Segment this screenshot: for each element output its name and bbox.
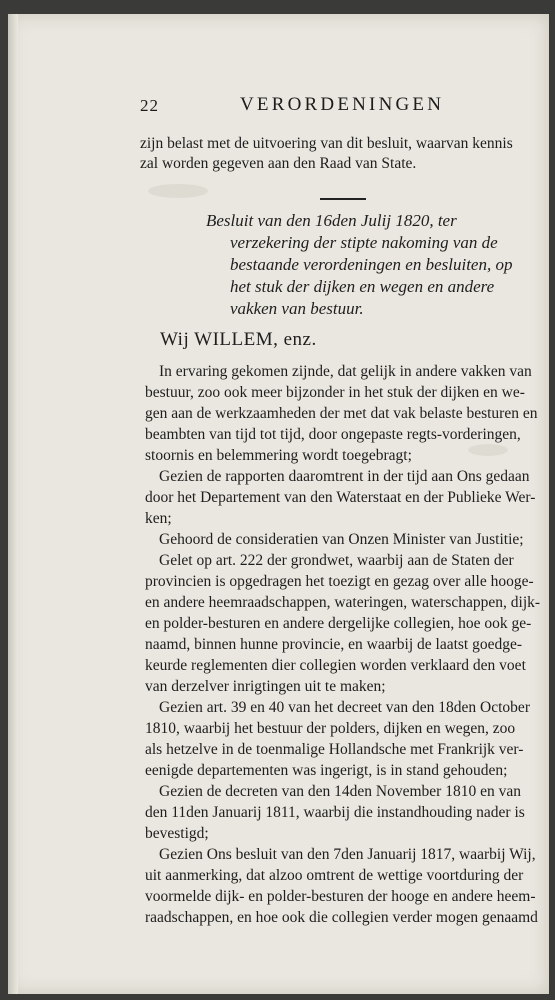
text-line: Gelet op art. 222 der grondwet, waarbij aan de Staten der (159, 552, 514, 569)
running-title: VERORDENINGEN (240, 94, 445, 115)
text-line: als hetzelve in de toenmalige Hollandsche met Frankrijk ver- (145, 741, 524, 758)
text-line: bevestigd; (145, 825, 209, 842)
text-line: Gehoord de consideratien van Onzen Minister van Justitie; (159, 531, 524, 548)
text-line: Gezien de rapporten daaromtrent in der tijd aan Ons gedaan (159, 468, 530, 485)
text-line: en polder-besturen en andere dergelijke collegien, hoe ook ge- (145, 615, 532, 632)
text-line: 1810, waarbij het bestuur der polders, dijken en wegen, zoo (145, 720, 516, 737)
text-line: zijn belast met de uitvoering van dit besluit, waarvan kennis (140, 135, 513, 152)
page-header (140, 96, 550, 122)
text-line: den 11den Januarij 1811, waarbij die instandhouding nader is (145, 804, 525, 821)
text-line: en andere heemraadschappen, wateringen, waterschappen, dijk- (145, 594, 541, 611)
page-spine-shadow (8, 14, 18, 994)
text-line: ken; (145, 510, 172, 527)
text-line: door het Departement van den Waterstaat en der Publieke Wer- (145, 489, 536, 506)
text-line: voormelde dijk- en polder-besturen der hooge en andere heem- (145, 888, 536, 905)
paper-stain (148, 184, 208, 198)
document-page (8, 14, 549, 994)
text-line: gen aan de werkzaamheden der met dat vak belaste besturen en (145, 405, 538, 422)
title-line: vakken van bestuur. (230, 299, 364, 318)
text-line: bestuur, zoo ook meer bijzonder in het stuk der dijken en we- (145, 384, 525, 401)
text-line: Gezien Ons besluit van den 7den Januarij 1817, waarbij Wij, (159, 846, 536, 863)
text-line: van derzelver inrigtingen uit te maken; (145, 678, 386, 695)
page-number: 22 (140, 96, 159, 115)
text-line: beambten van tijd tot tijd, door ongepaste regts-vorderingen, (145, 426, 521, 443)
section-divider (320, 198, 366, 200)
text-line: Gezien art. 39 en 40 van het decreet van den 18den October (159, 699, 530, 716)
paper-stain (468, 444, 508, 456)
text-line: stoornis en belemmering wordt toegebragt; (145, 447, 412, 464)
title-line: bestaande verordeningen en besluiten, op (230, 255, 513, 274)
text-line: raadschappen, en hoe ook die collegien verder mogen genaamd (145, 909, 538, 926)
text-line: zal worden gegeven aan den Raad van State. (140, 155, 417, 172)
text-line: eenigde departementen was ingerigt, is in stand gehouden; (145, 762, 508, 779)
text-line: Gezien de decreten van den 14den November 1810 en van (159, 783, 521, 800)
title-line: Besluit van den 16den Julij 1820, ter (206, 211, 457, 230)
text-line: naamd, binnen hunne provincie, en waarbij de laatst goedge- (145, 636, 523, 653)
salutation: Wij WILLEM, enz. (160, 329, 317, 350)
text-line: provincien is opgedragen het toezigt en gezag over alle hooge- (145, 573, 534, 590)
title-line: het stuk der dijken en wegen en andere (230, 277, 495, 296)
text-line: In ervaring gekomen zijnde, dat gelijk in andere vakken van (159, 363, 532, 380)
text-line: uit aanmerking, dat alzoo omtrent de wettige voortduring der (145, 867, 524, 884)
title-line: verzekering der stipte nakoming van de (230, 233, 498, 252)
text-line: keurde reglementen dier collegien worden verklaard den voet (145, 657, 526, 674)
